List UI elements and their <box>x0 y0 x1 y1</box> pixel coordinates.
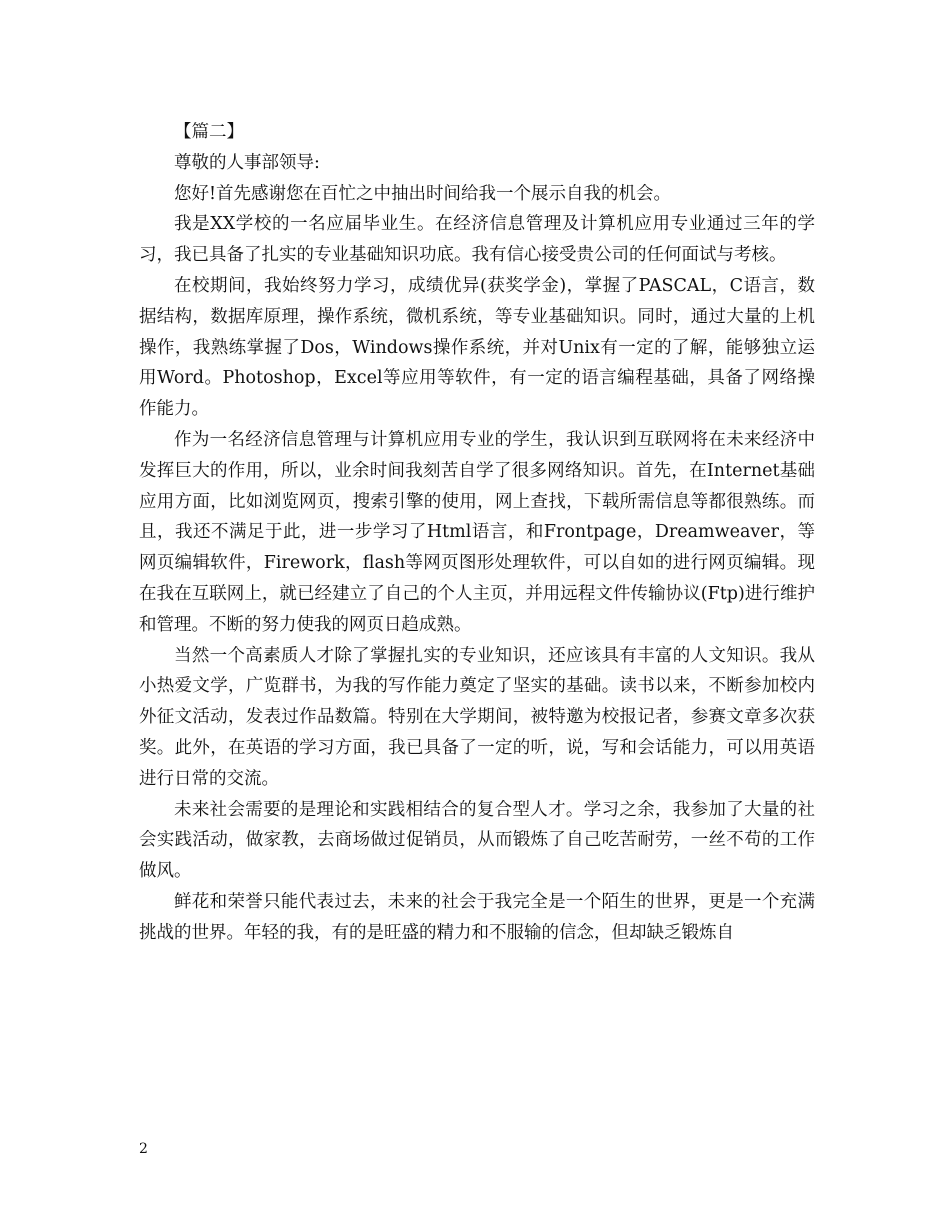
paragraph-humanities: 当然一个高素质人才除了掌握扎实的专业知识，还应该具有丰富的人文知识。我从小热爱文学，广览群书，为我的写作能力奠定了坚实的基础。读书以来，不断参加校内外征文活动，发表过作品数篇。特别在大学期间，被特邀为校报记者，参赛文章多次获奖。此外，在英语的学习方面，我已具备了一定的听，说，写和会话能力，可以用英语进行日常的交流。 <box>139 645 815 789</box>
paragraph-school-study: 在校期间，我始终努力学习，成绩优异(获奖学金)，掌握了PASCAL，C语言，数据结构，数据库原理，操作系统，微机系统，等专业基础知识。同时，通过大量的上机操作，我熟练掌握了Dos，Windows操作系统，并对Unix有一定的了解，能够独立运用Word。Photoshop，Excel等应用等软件，有一定的语言编程基础，具备了网络操作能力。 <box>139 275 815 420</box>
paragraph-internet-skills: 作为一名经济信息管理与计算机应用专业的学生，我认识到互联网将在未来经济中发挥巨大的作用，所以，业余时间我刻苦自学了很多网络知识。首先，在Internet基础应用方面，比如浏览网页，搜索引擎的使用，网上查找，下载所需信息等都很熟练。而且，我还不满足于此，进一步学习了Html语言，和Frontpage，Dreamweaver，等网页编辑软件，Firework，flash等网页图形处理软件，可以自如的进行网页编辑。现在我在互联网上，就已经建立了自己的个人主页，并用远程文件传输协议(Ftp)进行维护和管理。不断的努力使我的网页日趋成熟。 <box>139 429 815 635</box>
page-number: 2 <box>139 1141 148 1157</box>
paragraph-future: 鲜花和荣誉只能代表过去，未来的社会于我完全是一个陌生的世界，更是一个充满挑战的世界。年轻的我，有的是旺盛的精力和不服输的信念，但却缺乏锻炼自 <box>139 891 815 943</box>
section-heading: 【篇二】 <box>174 122 244 142</box>
salutation: 尊敬的人事部领导: <box>174 152 320 173</box>
paragraph-greeting: 您好!首先感谢您在百忙之中抽出时间给我一个展示自我的机会。 <box>174 183 672 204</box>
letter-body <box>139 117 815 949</box>
paragraph-introduction: 我是XX学校的一名应届毕业生。在经济信息管理及计算机应用专业通过三年的学习，我已具备了扎实的专业基础知识功底。我有信心接受贵公司的任何面试与考核。 <box>139 214 815 266</box>
paragraph-social-practice: 未来社会需要的是理论和实践相结合的复合型人才。学习之余，我参加了大量的社会实践活动，做家教，去商场做过促销员，从而锻炼了自己吃苦耐劳，一丝不苟的工作做风。 <box>139 799 815 882</box>
